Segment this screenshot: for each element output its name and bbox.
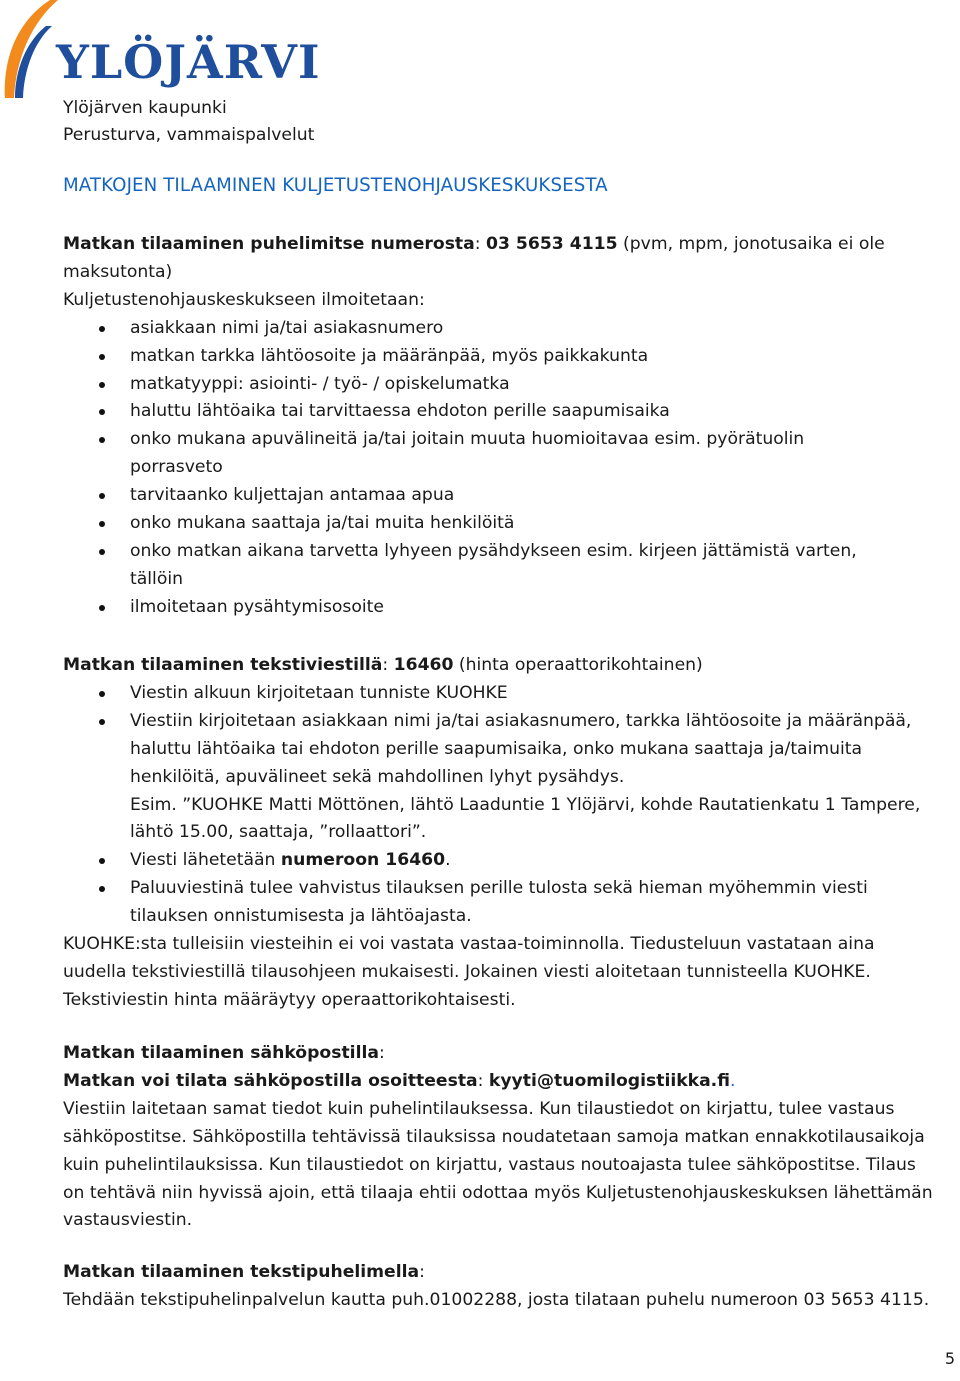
inform-label: Kuljetustenohjauskeskukseen ilmoitetaan: (63, 289, 425, 310)
email-address-link[interactable]: kyyti@tuomilogistiikka.fi (488, 1070, 730, 1091)
sms-example: Esim. ”KUOHKE Matti Möttönen, lähtö Laaduntie 1 Ylöjärvi, kohde Rautatienkatu 1 Tampere, lähtö 15.00, saattaja, ”rollaattori”. (130, 794, 921, 843)
organization-header (63, 95, 314, 149)
page-title: MATKOJEN TILAAMINEN KULJETUSTENOHJAUSKESKUKSESTA (63, 175, 608, 196)
department-name: Perusturva, vammaispalvelut (63, 125, 315, 145)
list-item (63, 708, 933, 848)
list-item: matkan tarkka lähtöosoite ja määränpää, myös paikkakunta (63, 343, 933, 371)
list-item: Viesti lähetetään numeroon 16460. (63, 847, 933, 875)
ylojarvi-logo (2, 0, 321, 104)
list-item: onko matkan aikana tarvetta lyhyeen pysähdykseen esim. kirjeen jättämistä varten, tällöin (63, 538, 933, 594)
page-number: 5 (944, 1349, 955, 1369)
phone-ordering-intro: Matkan tilaaminen puhelimitse numerosta: 03 5653 4115 (pvm, mpm, jonotusaika ei ole maksutonta) (63, 234, 885, 282)
list-item: Paluuviestinä tulee vahvistus tilauksen perille tulosta sekä hieman myöhemmin viesti tilauksen onnistumisesta ja lähtöajasta. (63, 875, 933, 931)
list-item: ilmoitetaan pysähtymisosoite (63, 594, 933, 622)
phone-info-list (63, 315, 933, 622)
list-item: asiakkaan nimi ja/tai asiakasnumero (63, 315, 933, 343)
phone-ordering-section (63, 231, 933, 622)
sms-instructions-list (63, 680, 933, 931)
svg-text:YLÖJÄRVI: YLÖJÄRVI (56, 35, 321, 89)
logo-swoosh-icon (5, 0, 58, 98)
textphone-body: Tehdään tekstipuhelinpalvelun kautta puh.01002288, josta tilataan puhelu numeroon 03 5653 4115. (63, 1289, 930, 1310)
email-body: Viestiin laitetaan samat tiedot kuin puhelintilauksessa. Kun tilaustiedot on kirjattu, tulee vastaus sähköpostitse. Sähköpostilla tehtävissä tilauksissa noudatetaan samoja matkan ennakkotilausaikoja kuin puhelintilauksissa. Kun tilaustiedot on kirjattu, vastaus noutoajasta tulee sähköpostitse. Tilaus on tehtävä niin hyvissä ajoin, että tilaaja ehtii odottaa myös Kuljetustenohjauskeskuksen lähettämän vastausviestin. (63, 1098, 933, 1231)
organization-name: Ylöjärven kaupunki (63, 98, 227, 118)
list-item: onko mukana saattaja ja/tai muita henkilöitä (63, 510, 933, 538)
phone-number: 03 5653 4115 (486, 234, 618, 254)
sms-ordering-section (63, 652, 933, 1015)
sms-note: KUOHKE:sta tulleisiin viesteihin ei voi vastata vastaa-toiminnolla. Tiedusteluun vastataan aina uudella tekstiviestillä tilausohjeen mukaisesti. Jokainen viesti aloitetaan tunnisteella KUOHKE. Tekstiviestin hinta määräytyy operaattorikohtaisesti. (63, 934, 875, 1010)
list-item: haluttu lähtöaika tai tarvittaessa ehdoton perille saapumisaika (63, 398, 933, 426)
list-item: Viestin alkuun kirjoitetaan tunniste KUOHKE (63, 680, 933, 708)
textphone-ordering-section (63, 1259, 933, 1315)
list-item: tarvitaanko kuljettajan antamaa apua (63, 482, 933, 510)
email-heading: Matkan tilaaminen sähköpostilla: (63, 1043, 385, 1063)
email-address-line: Matkan voi tilata sähköpostilla osoitteesta: kyyti@tuomilogistiikka.fi. (63, 1070, 736, 1091)
list-item: onko mukana apuvälineitä ja/tai joitain muuta huomioitavaa esim. pyörätuolin porrasveto (63, 426, 933, 482)
sms-content-description: Viestiin kirjoitetaan asiakkaan nimi ja/tai asiakasnumero, tarkka lähtöosoite ja määränpää, haluttu lähtöaika tai ehdoton perille saapumisaika, onko mukana saattaja ja/taimuita henkilöitä, apuvälineet sekä mahdollinen lyhyt pysähdys. (130, 710, 912, 787)
sms-number-bold: numeroon 16460 (280, 850, 446, 871)
sms-ordering-intro: Matkan tilaaminen tekstiviestillä: 16460 (hinta operaattorikohtainen) (63, 655, 703, 675)
textphone-heading: Matkan tilaaminen tekstipuhelimella: (63, 1262, 425, 1282)
list-item: matkatyyppi: asiointi- / työ- / opiskelumatka (63, 371, 933, 399)
sms-number: 16460 (393, 655, 454, 675)
email-ordering-section (63, 1040, 933, 1235)
